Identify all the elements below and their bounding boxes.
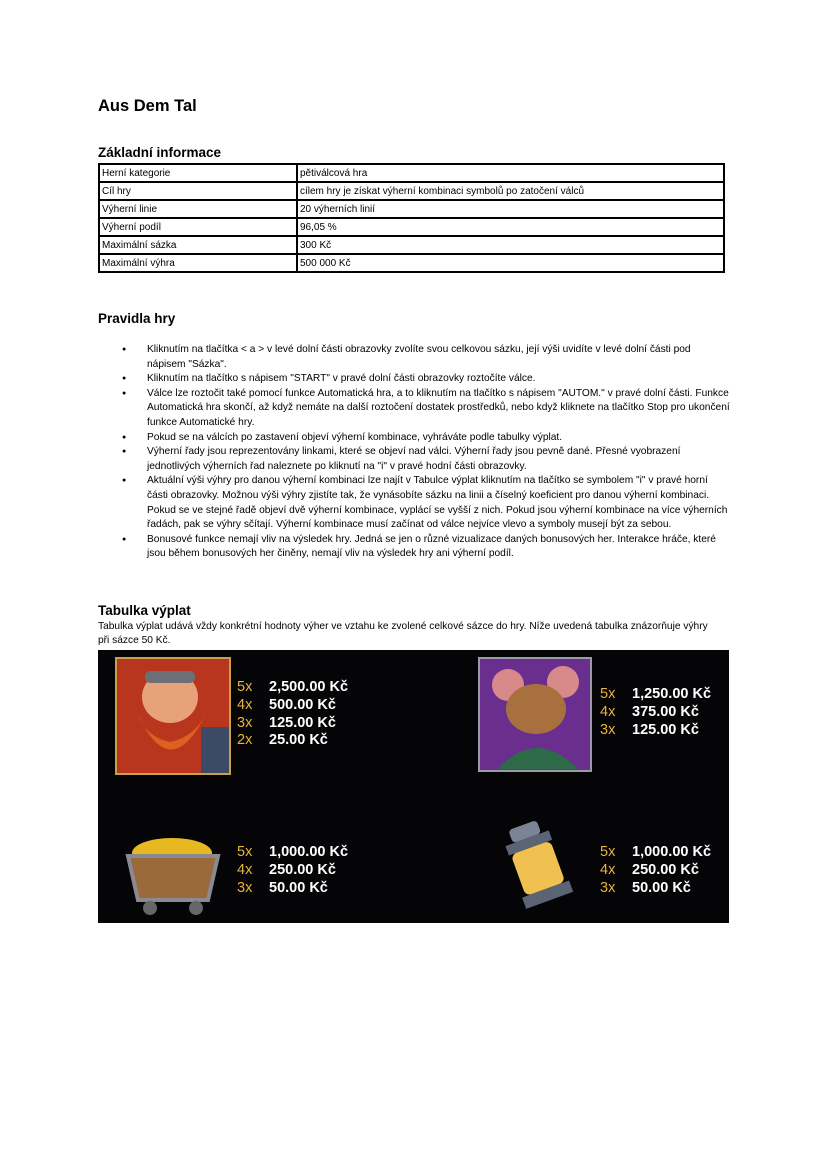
pay-multiplier: 4x [600,861,616,878]
info-value: 500 000 Kč [297,254,724,272]
pay-value: 500.00 Kč [269,696,336,713]
pay-value: 125.00 Kč [632,721,699,738]
pay-row [600,862,711,880]
rule-item: ● Aktuální výši výhry pro danou výherní kombinaci lze najít v Tabulce výplat kliknutím na tlačítko se symbolem "i" v pravé horní části obrazovky. Možnou výši výhry zjistíte tak, že vynásobíte sázku na linii a číselný koeficient pro danou výherní kombinaci. Pokud se ve stejné řadě objeví dvě výherní kombinace, vyplácí se vyšší z nich. Pokud jsou výherní kombinace na více výherních řadách, pak se výhry sčítají. Výherní kombinace musí začínat od válce nejvíce vlevo a symboly musejí být za sebou. [98,474,730,532]
pay-multiplier: 4x [237,696,253,713]
pay-multiplier: 5x [237,844,253,860]
pay-multiplier: 4x [600,703,616,720]
info-label: Výherní linie [99,200,297,218]
pay-multiplier: 5x [237,679,253,695]
info-label: Výherní podíl [99,218,297,236]
pay-value: 25.00 Kč [269,732,328,749]
lantern-icon [493,818,585,914]
pay-row [237,862,348,880]
info-row [99,164,724,182]
rule-item: ● Kliknutím na tlačítko s nápisem "START" v pravé dolní části obrazovky roztočíte válce. [98,372,730,387]
pay-row [237,715,348,733]
paytable-panel [98,650,729,923]
rule-item: ● Bonusové funkce nemají vliv na výsledek hry. Jedná se jen o různé vizualizace daných bonusových her. Interakce hráče, které jsou během bonusových her činěny, nemají vliv na výsledek hry ani výherní podíl. [98,533,730,562]
pay-row [600,722,711,740]
basic-info-table [98,163,725,273]
info-label: Maximální sázka [99,236,297,254]
pay-row [600,686,711,704]
rule-item: ● Výherní řady jsou reprezentovány linkami, které se objeví nad válci. Výherní řady jsou pevně dané. Přesné vyobrazení jednotlivých výherních řad naleznete po kliknutí na "i" v pravé hodní části obrazovky. [98,445,730,474]
pay-row [237,679,348,697]
page-title: Aus Dem Tal [98,97,197,115]
mouse-icon [478,657,592,773]
dwarf-miner-icon [115,657,231,777]
pay-multiplier: 3x [600,879,616,896]
paytable-heading: Tabulka výplat [98,603,191,618]
pay-multiplier: 3x [237,714,253,731]
info-row [99,218,724,236]
pay-row [600,844,711,862]
rule-item: ● Válce lze roztočit také pomocí funkce Automatická hra, a to kliknutím na tlačítko s nápisem "AUTOM." v pravé dolní části. Funkce Automatická hra skončí, až když nemáte na další roztočení dostatek prostředků, nebo když kliknete na tlačítko Stop pro ukončení funkce Automatické hry. [98,387,730,431]
pay-multiplier: 4x [237,861,253,878]
info-value: pětiválcová hra [297,164,724,182]
pay-multiplier: 3x [237,879,253,896]
pay-row [237,732,348,750]
pay-row [237,844,348,862]
basic-info-heading: Základní informace [98,145,222,160]
pay-value: 50.00 Kč [632,879,691,896]
info-row [99,236,724,254]
rules-list [98,343,730,562]
pay-value: 375.00 Kč [632,703,699,720]
info-value: 20 výherních linií [297,200,724,218]
pay-value: 2,500.00 Kč [269,679,349,695]
rule-item: ● Pokud se na válcích po zastavení objeví výherní kombinace, vyhráváte podle tabulky výplat. [98,431,730,446]
info-label: Cíl hry [99,182,297,200]
pay-value: 1,250.00 Kč [632,686,712,702]
pay-value: 1,000.00 Kč [632,844,712,860]
info-label: Maximální výhra [99,254,297,272]
pay-multiplier: 5x [600,686,616,702]
pay-row [237,880,348,898]
pay-multiplier: 5x [600,844,616,860]
info-row [99,254,724,272]
pay-value: 1,000.00 Kč [269,844,349,860]
paytable-entry [600,844,711,897]
info-row [99,182,724,200]
rule-item: ● Kliknutím na tlačítka < a > v levé dolní části obrazovky zvolíte svou celkovou sázku, její výši uvidíte v levé dolní části pod nápisem "Sázka". [98,343,730,372]
pay-row [600,704,711,722]
paytable-entry [237,844,348,897]
info-value: cílem hry je získat výherní kombinaci symbolů po zatočení válců [297,182,724,200]
info-label: Herní kategorie [99,164,297,182]
pay-multiplier: 3x [600,721,616,738]
info-row [99,200,724,218]
paytable-entry [600,686,711,739]
info-value: 96,05 % [297,218,724,236]
pay-value: 125.00 Kč [269,714,336,731]
gold-cart-icon [122,818,224,918]
pay-value: 250.00 Kč [632,861,699,878]
pay-value: 250.00 Kč [269,861,336,878]
paytable-intro: Tabulka výplat udává vždy konkrétní hodnoty výher ve vztahu ke zvolené celkové sázce do hry. Níže uvedená tabulka znázorňuje výhry při sázce 50 Kč. [98,621,708,646]
pay-row [600,880,711,898]
paytable-entry [237,679,348,750]
info-value: 300 Kč [297,236,724,254]
pay-multiplier: 2x [237,732,253,749]
rules-heading: Pravidla hry [98,311,176,326]
pay-row [237,697,348,715]
pay-value: 50.00 Kč [269,879,328,896]
